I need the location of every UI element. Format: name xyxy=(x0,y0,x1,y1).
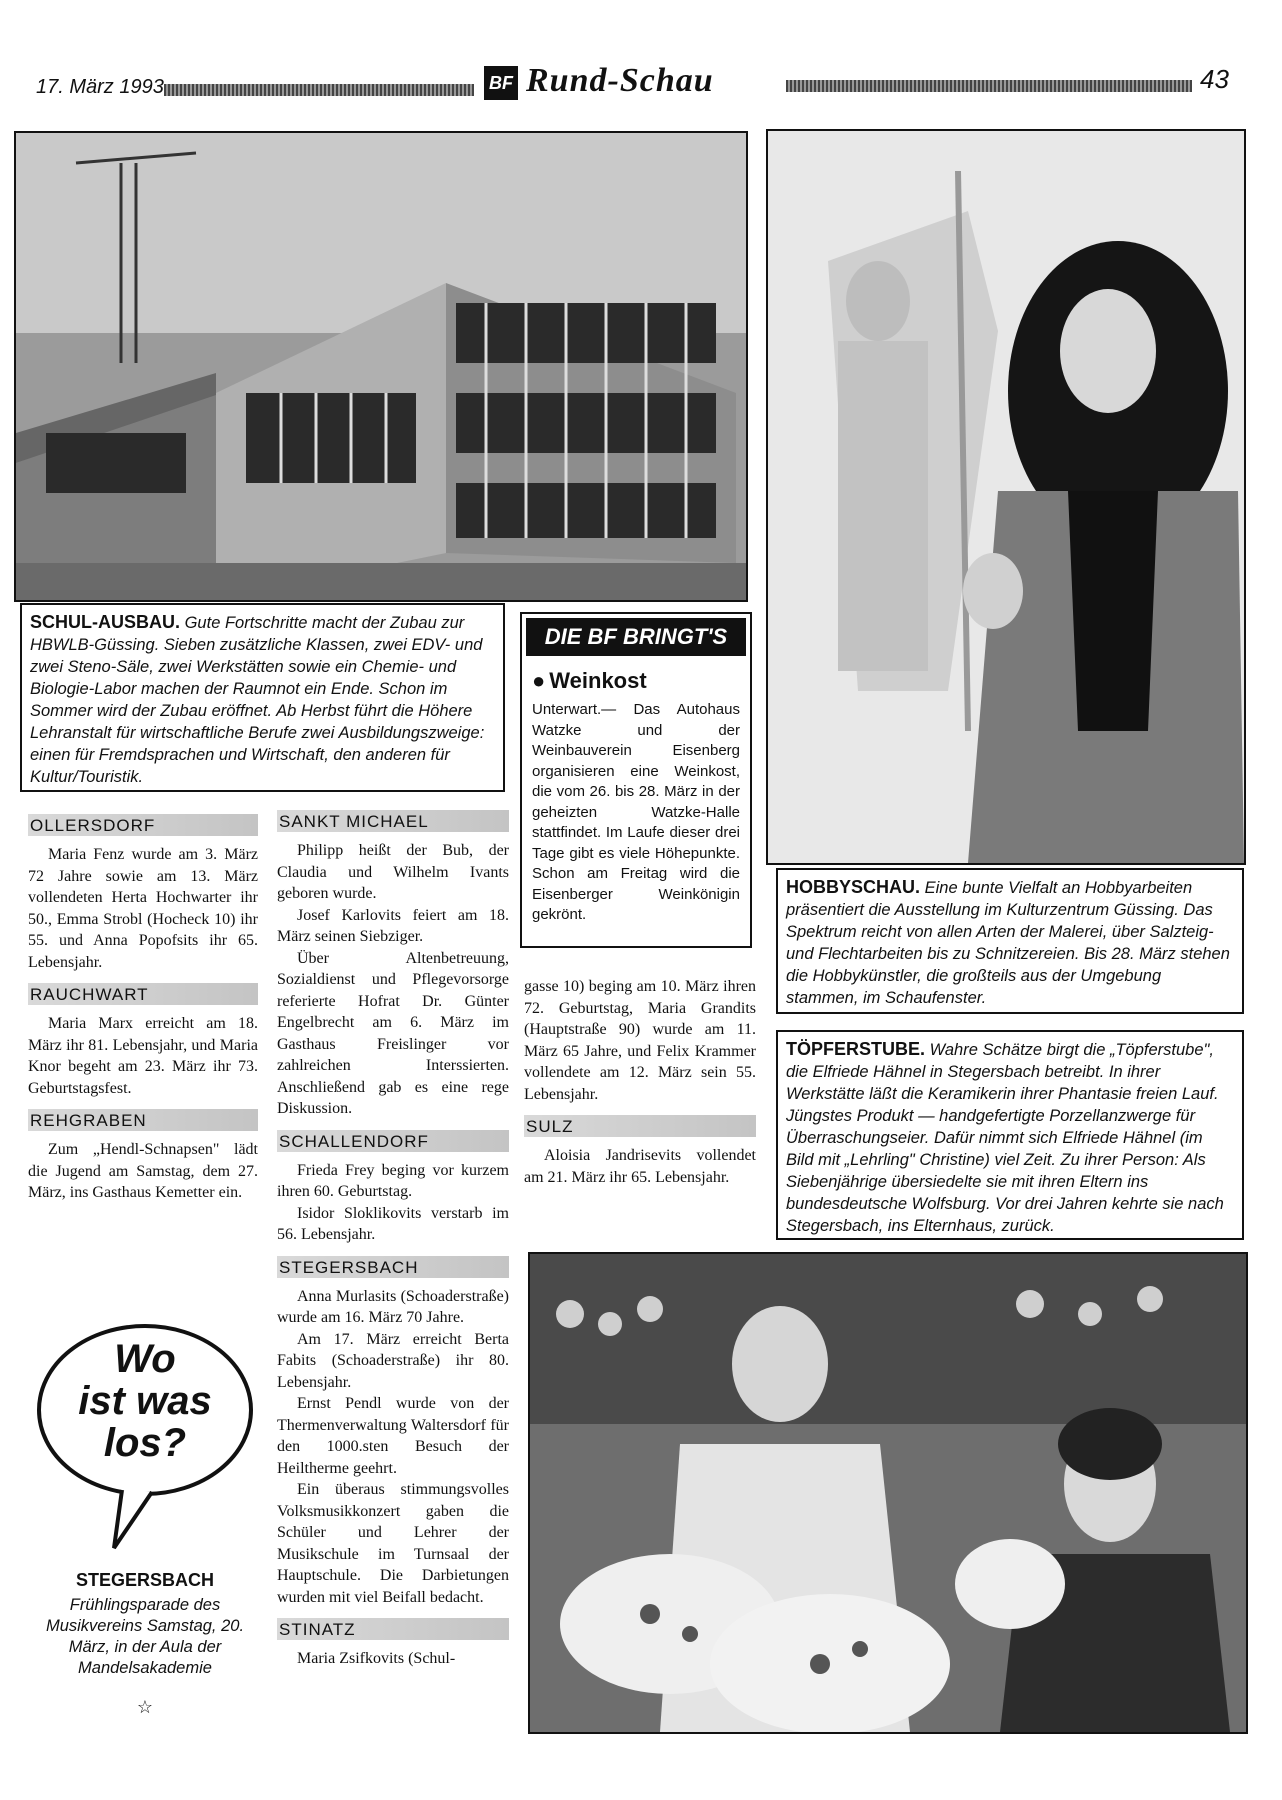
heading-rehgraben: REHGRABEN xyxy=(28,1109,258,1131)
heading-ollersdorf: OLLERSDORF xyxy=(28,814,258,836)
text-stegersbach-3: Ernst Pendl wurde von der Thermenverwaltung Waltersdorf für den 1000.sten Besuch der Heiltherme geehrt. xyxy=(277,1395,509,1477)
bf-bringts-title: DIE BF BRINGT'S xyxy=(526,618,746,656)
event-listing xyxy=(40,1570,250,1718)
text-stinatz: Maria Zsifkovits (Schul- xyxy=(297,1650,456,1667)
heading-stegersbach: STEGERSBACH xyxy=(277,1256,509,1278)
bullet-icon: ● xyxy=(532,668,546,693)
column-1 xyxy=(28,814,258,1204)
hobbyschau-caption-box xyxy=(776,868,1244,1014)
header-rule-right xyxy=(786,80,1192,92)
text-sankt-michael-3: Über Altenbetreuung, Sozialdienst und Pflegevorsorge referierte Hofrat Dr. Günter Engelbrecht am 6. März im Gasthaus Freislinger vor zahlreichen Interssierten. Anschließend gab es eine rege Diskussion. xyxy=(277,949,509,1117)
column-2 xyxy=(277,814,509,1670)
text-stegersbach-2: Am 17. März erreicht Berta Fabits (Schoaderstraße) ihr 80. Lebensjahr. xyxy=(277,1330,509,1391)
weinkost-title: Weinkost xyxy=(549,668,647,693)
section-title: Rund-Schau xyxy=(526,62,714,99)
text-stegersbach-4: Ein überaus stimmungsvolles Volksmusikkonzert gaben die Schüler und Lehrer der Musikschule im Turnsaal der Hauptschule. Die Darbietungen wurden mit viel Beifall bedacht. xyxy=(277,1481,509,1606)
pottery-shop-illustration xyxy=(530,1254,1246,1732)
caption-text: Wahre Schätze birgt die „Töpferstube", die Elfriede Hähnel in Stegersbach betreibt. In ihrer Werkstätte läßt die Keramikerin ihrer Phantasie freien Lauf. Jüngstes Produkt — handgefertigte Porzellanzwerge für Überraschungseier. Dafür nimmt sich Elfriede Hähnel (im Bild mit „Lehrling" Christine) viel Zeit. Zu ihrer Person: Als Siebenjährige übersiedelte sie mit ihren Eltern ins bundesdeutsche Wolfsburg. Vor drei Jahren kehrte sie nach Stegersbach, ins Elternhaus, zurück. xyxy=(786,1041,1224,1235)
heading-schallendorf: SCHALLENDORF xyxy=(277,1130,509,1152)
text-sankt-michael-1: Philipp heißt der Bub, der Claudia und Wilhelm Ivants geboren wurde. xyxy=(277,842,509,902)
bubble-line-3: los? xyxy=(103,1421,187,1465)
text-schallendorf-2: Isidor Sloklikovits verstarb im 56. Lebensjahr. xyxy=(277,1204,509,1243)
event-place: STEGERSBACH xyxy=(75,1570,214,1590)
heading-rauchwart: RAUCHWART xyxy=(28,983,258,1005)
star-icon: ☆ xyxy=(136,1697,154,1717)
caption-lead: HOBBYSCHAU. xyxy=(786,877,921,897)
caption-lead: SCHUL-AUSBAU. xyxy=(30,612,180,632)
text-rehgraben: Zum „Hendl-Schnapsen" lädt die Jugend am Samstag, dem 27. März, ins Gasthaus Kemetter ein. xyxy=(28,1141,258,1201)
header-rule-left xyxy=(164,84,474,96)
bf-logo: BF xyxy=(484,66,518,100)
column-3 xyxy=(524,976,756,1188)
hobbyschau-photo xyxy=(766,129,1246,865)
text-stegersbach-1: Anna Murlasits (Schoaderstraße) wurde am 16. März 70 Jahre. xyxy=(277,1287,509,1326)
bf-bringts-box xyxy=(520,612,752,948)
page-number: 43 xyxy=(1200,64,1229,94)
text-sankt-michael-2: Josef Karlovits feiert am 18. März seinen Siebziger. xyxy=(277,906,509,945)
heading-sankt-michael: SANKT MICHAEL xyxy=(277,810,509,832)
caption-text: Gute Fortschritte macht der Zubau zur HBWLB-Güssing. Sieben zusätzliche Klassen, zwei EDV- und zwei Steno-Säle, zwei Werkstätten sowie ein Chemie- und Biologie-Labor machen der Raumnot ein Ende. Schon im Sommer wird der Zubau eröffnet. Ab Herbst führt die Höhere Lehranstalt für wirtschaftliche Berufe zwei Ausbildungszweige: einen für Fremdsprachen und Wirtschaft, den anderen für Kultur/Touristik. xyxy=(30,614,485,786)
school-building-photo xyxy=(14,131,748,602)
text-ollersdorf: Maria Fenz wurde am 3. März 72 Jahre sowie am 13. März vollendeten Herta Hochwarter ihr 50., Emma Strobl (Hocheck 10) ihr 55. und Anna Popofsits ihr 65. Lebensjahr. xyxy=(28,846,258,971)
text-sulz: Aloisia Jandrisevits vollendet am 21. März ihr 65. Lebensjahr. xyxy=(524,1147,756,1186)
text-schallendorf-1: Frieda Frey beging vor kurzem ihren 60. Geburtstag. xyxy=(277,1161,509,1200)
text-rauchwart: Maria Marx erreicht am 18. März ihr 81. Lebensjahr, und Maria Knor begeht am 23. März ihr 73. Geburtstagsfest. xyxy=(28,1015,258,1097)
weinkost-heading xyxy=(532,668,740,694)
caption-lead: TÖPFERSTUBE. xyxy=(786,1039,926,1059)
toepferstube-caption-box xyxy=(776,1030,1244,1240)
wo-ist-was-los-bubble xyxy=(32,1320,258,1550)
bubble-line-1: Wo xyxy=(114,1337,176,1381)
heading-sulz: SULZ xyxy=(524,1115,756,1137)
heading-stinatz: STINATZ xyxy=(277,1618,509,1640)
school-caption-box xyxy=(20,603,505,792)
text-stinatz-continued: gasse 10) beging am 10. März ihren 72. Geburtstag, Maria Grandits (Hauptstraße 90) wurde am 11. März 65 Jahre, und Felix Krammer vollendete am 12. März sein 55. Lebensjahr. xyxy=(524,978,756,1103)
school-building-illustration xyxy=(16,133,746,600)
bubble-line-2: ist was xyxy=(78,1379,212,1423)
weinkost-text: Unterwart.— Das Autohaus Watzke und der Weinbauverein Eisenberg organisieren eine Weinkost, die vom 26. bis 28. März in der geheizten Watzke-Halle stattfindet. Im Laufe dieser drei Tage gibt es viele Höhepunkte. Schon am Freitag wird die Eisenberger Weinkönigin gekrönt. xyxy=(532,701,740,923)
woman-with-carving-illustration xyxy=(768,131,1244,863)
issue-date: 17. März 1993 xyxy=(36,76,164,98)
caption-text: Eine bunte Vielfalt an Hobbyarbeiten präsentiert die Ausstellung im Kulturzentrum Güssing. Das Spektrum reicht von allen Arten der Malerei, über Salzteig- und Flechtarbeiten bis zu Schnitzereien. Bis 28. März stehen die Hobbykünstler, die großteils aus der Umgebung stammen, im Schaufenster. xyxy=(786,879,1230,1007)
toepferstube-photo xyxy=(528,1252,1248,1734)
event-text: Frühlingsparade des Musikvereins Samstag, 20. März, in der Aula der Mandelsakademie xyxy=(45,1596,245,1677)
